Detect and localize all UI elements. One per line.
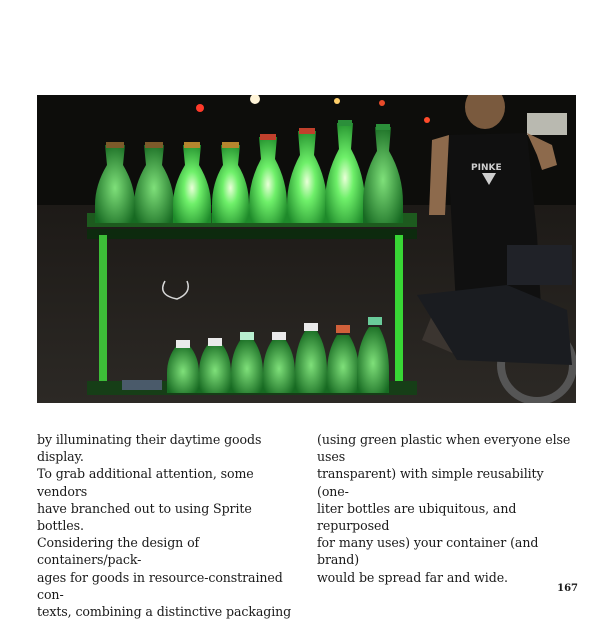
photo-green-bottles-cart-icon <box>37 95 576 403</box>
body-text-right-column: (using green plastic when everyone else uses transparent) with simple reusability (one- liter bottles are ubiquitous, and repurposed for many uses) your container (and brand) would be spread far and wide. <box>317 432 571 585</box>
page-number: 167 <box>557 583 578 594</box>
body-text-left-column: by illuminating their daytime goods display. To grab additional attention, some vendors have branched out to using Sprite bottles. Considering the design of containers/pack- ages for goods in resource-constrained con- texts, combining a distinctive packaging <box>37 432 292 620</box>
photo-green-bottles-cart <box>37 95 576 403</box>
shirt-text: PINKE <box>471 163 502 173</box>
